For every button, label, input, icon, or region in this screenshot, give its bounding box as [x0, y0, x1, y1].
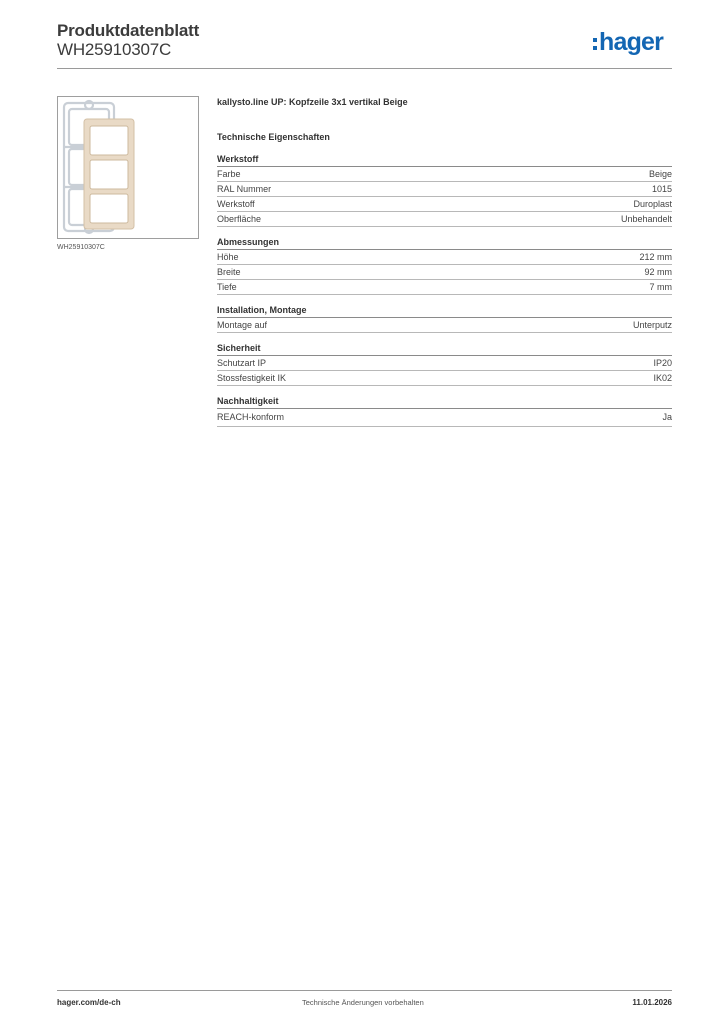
- product-code: WH25910307C: [57, 40, 172, 59]
- property-label: REACH-konform: [217, 412, 285, 422]
- property-label: Montage auf: [217, 320, 268, 330]
- property-group: [217, 153, 672, 227]
- logo-dots-icon: [593, 38, 597, 50]
- property-value: Unterputz: [632, 320, 672, 330]
- property-value: 7 mm: [649, 282, 672, 292]
- property-row: [217, 182, 672, 197]
- section-heading: Technische Eigenschaften: [217, 132, 330, 142]
- group-title: Installation, Montage: [217, 304, 672, 318]
- property-row: [217, 265, 672, 280]
- property-label: Oberfläche: [217, 214, 262, 224]
- property-label: Höhe: [217, 252, 239, 262]
- property-label: Tiefe: [217, 282, 237, 292]
- property-group: [217, 395, 672, 427]
- property-groups: [217, 153, 672, 427]
- image-caption: WH25910307C: [57, 244, 105, 251]
- property-value: 1015: [651, 184, 672, 194]
- property-value: Beige: [648, 169, 672, 179]
- property-group: [217, 304, 672, 333]
- property-row: [217, 409, 672, 427]
- footer-date: 11.01.2026: [632, 998, 672, 1007]
- hager-logo: [593, 26, 663, 58]
- property-label: RAL Nummer: [217, 184, 272, 194]
- property-value: 212 mm: [639, 252, 672, 262]
- property-label: Schutzart IP: [217, 358, 267, 368]
- properties-content: [217, 95, 672, 427]
- property-row: [217, 197, 672, 212]
- property-row: [217, 371, 672, 386]
- header-divider: [57, 68, 672, 69]
- property-value: Ja: [662, 412, 672, 422]
- footer-website: hager.com/de-ch: [57, 998, 121, 1007]
- property-value: Unbehandelt: [620, 214, 672, 224]
- logo-text: hager: [599, 27, 664, 56]
- property-value: IK02: [653, 373, 672, 383]
- footer-divider: [57, 990, 672, 991]
- property-row: [217, 212, 672, 227]
- property-row: [217, 318, 672, 333]
- property-value: 92 mm: [644, 267, 672, 277]
- property-label: Breite: [217, 267, 241, 277]
- frame-product-icon: [58, 97, 198, 238]
- property-value: IP20: [653, 358, 672, 368]
- product-name: kallysto.line UP: Kopfzeile 3x1 vertikal Beige: [217, 97, 408, 107]
- group-title: Werkstoff: [217, 153, 672, 167]
- property-group: [217, 236, 672, 295]
- group-title: Abmessungen: [217, 236, 672, 250]
- property-row: [217, 250, 672, 265]
- group-title: Nachhaltigkeit: [217, 395, 672, 409]
- property-label: Farbe: [217, 169, 241, 179]
- property-row: [217, 356, 672, 371]
- property-row: [217, 280, 672, 295]
- property-row: [217, 167, 672, 182]
- property-label: Werkstoff: [217, 199, 255, 209]
- footer-notice: Technische Änderungen vorbehalten: [302, 998, 424, 1007]
- group-title: Sicherheit: [217, 342, 672, 356]
- property-label: Stossfestigkeit IK: [217, 373, 287, 383]
- property-group: [217, 342, 672, 386]
- property-value: Duroplast: [633, 199, 672, 209]
- product-image: [57, 96, 199, 239]
- page-title: Produktdatenblatt: [57, 21, 200, 40]
